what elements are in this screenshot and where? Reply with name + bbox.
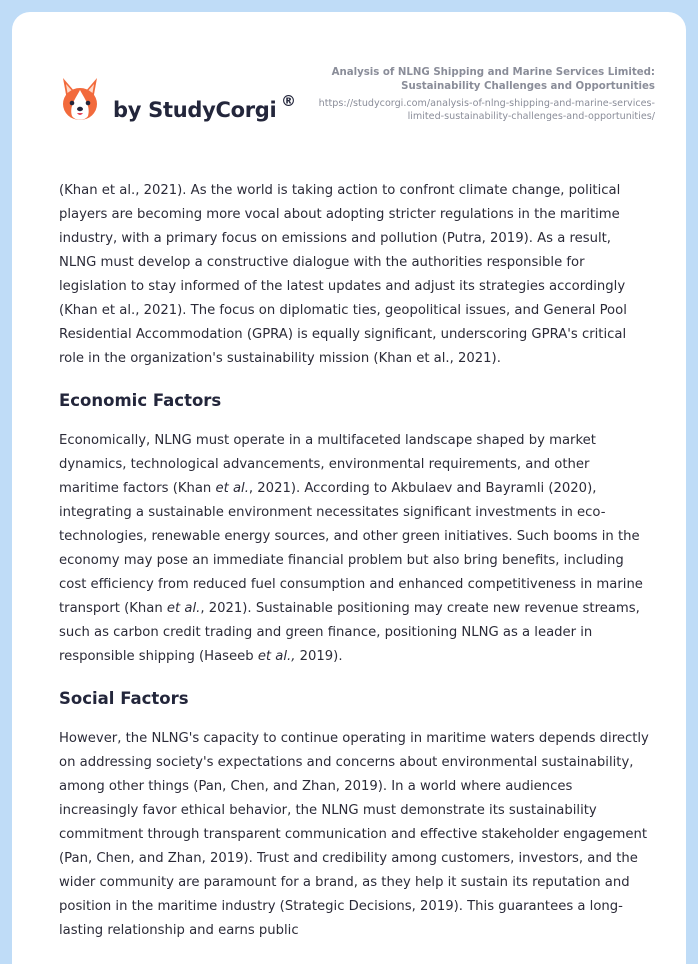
document-meta [295,66,655,123]
italic-citation: et al., [257,649,296,664]
studycorgi-logo[interactable] [59,76,319,136]
brand-name: by StudyCorgi [113,98,277,122]
heading-social-factors: Social Factors [59,689,189,708]
italic-citation: et al. [215,481,249,496]
registered-mark: ® [281,92,296,110]
document-title: Analysis of NLNG Shipping and Marine Services Limited: Sustainability Challenges and Opportunities [331,67,655,92]
essay-body [59,179,651,961]
paragraph-social [59,727,651,943]
paragraph-political [59,179,651,371]
page-header [12,12,686,162]
text-run: However, the NLNG's capacity to continue operating in maritime waters depends directly on addressing society's expectations and concerns about environmental sustainability, among other things (Pan, Chen, and Zhan, 2019). In a world where audiences increasingly favor ethical behavior, the NLNG must demonstrate its sustainability commitment through transparent communication and effective stakeholder engagement (Pan, Chen, and Zhan, 2019). Trust and credibility among customers, investors, and the wider community are paramount for a brand, as they help it sustain its reputation and position in the maritime industry (Strategic Decisions, 2019). This guarantees a long-lasting relationship and earns public [59,731,649,938]
text-run: , 2021). Sustainable positioning may create new revenue streams, such as carbon credit trading and green finance, positioning NLNG as a leader in responsible shipping (Haseeb [59,601,640,664]
corgi-icon [59,76,101,124]
text-run: Economically, NLNG must operate in a multifaceted landscape shaped by market dynamics, technological advancements, environmental requirements, and other maritime factors (Khan [59,433,596,496]
text-run: (Khan et al., 2021). As the world is taking action to confront climate change, political players are becoming more vocal about adopting stricter regulations in the maritime industry, with a primary focus on emissions and pollution (Putra, 2019). As a result, NLNG must develop a constructive dialogue with the authorities responsible for legislation to stay informed of the latest updates and adjust its strategies accordingly (Khan et al., 2021). The focus on diplomatic ties, geopolitical issues, and General Pool Residential Accommodation (GPRA) is equally significant, underscoring GPRA's critical role in the organization's sustainability mission (Khan et al., 2021). [59,183,627,366]
text-run: , 2021). According to Akbulaev and Bayramli (2020), integrating a sustainable environment necessitates significant investments in eco-technologies, renewable energy sources, and other green initiatives. Such booms in the economy may pose an immediate financial problem but also bring benefits, including cost efficiency from reduced fuel consumption and enhanced competitiveness in marine transport (Khan [59,481,643,616]
document-card [12,12,686,964]
text-run: 2019). [295,649,343,664]
italic-citation: et al. [166,601,201,616]
paragraph-economic [59,429,651,669]
heading-economic-factors: Economic Factors [59,391,222,410]
document-url[interactable]: https://studycorgi.com/analysis-of-nlng-shipping-and-marine-services-limited-sustainability-challenges-and-opportunities/ [318,98,655,122]
